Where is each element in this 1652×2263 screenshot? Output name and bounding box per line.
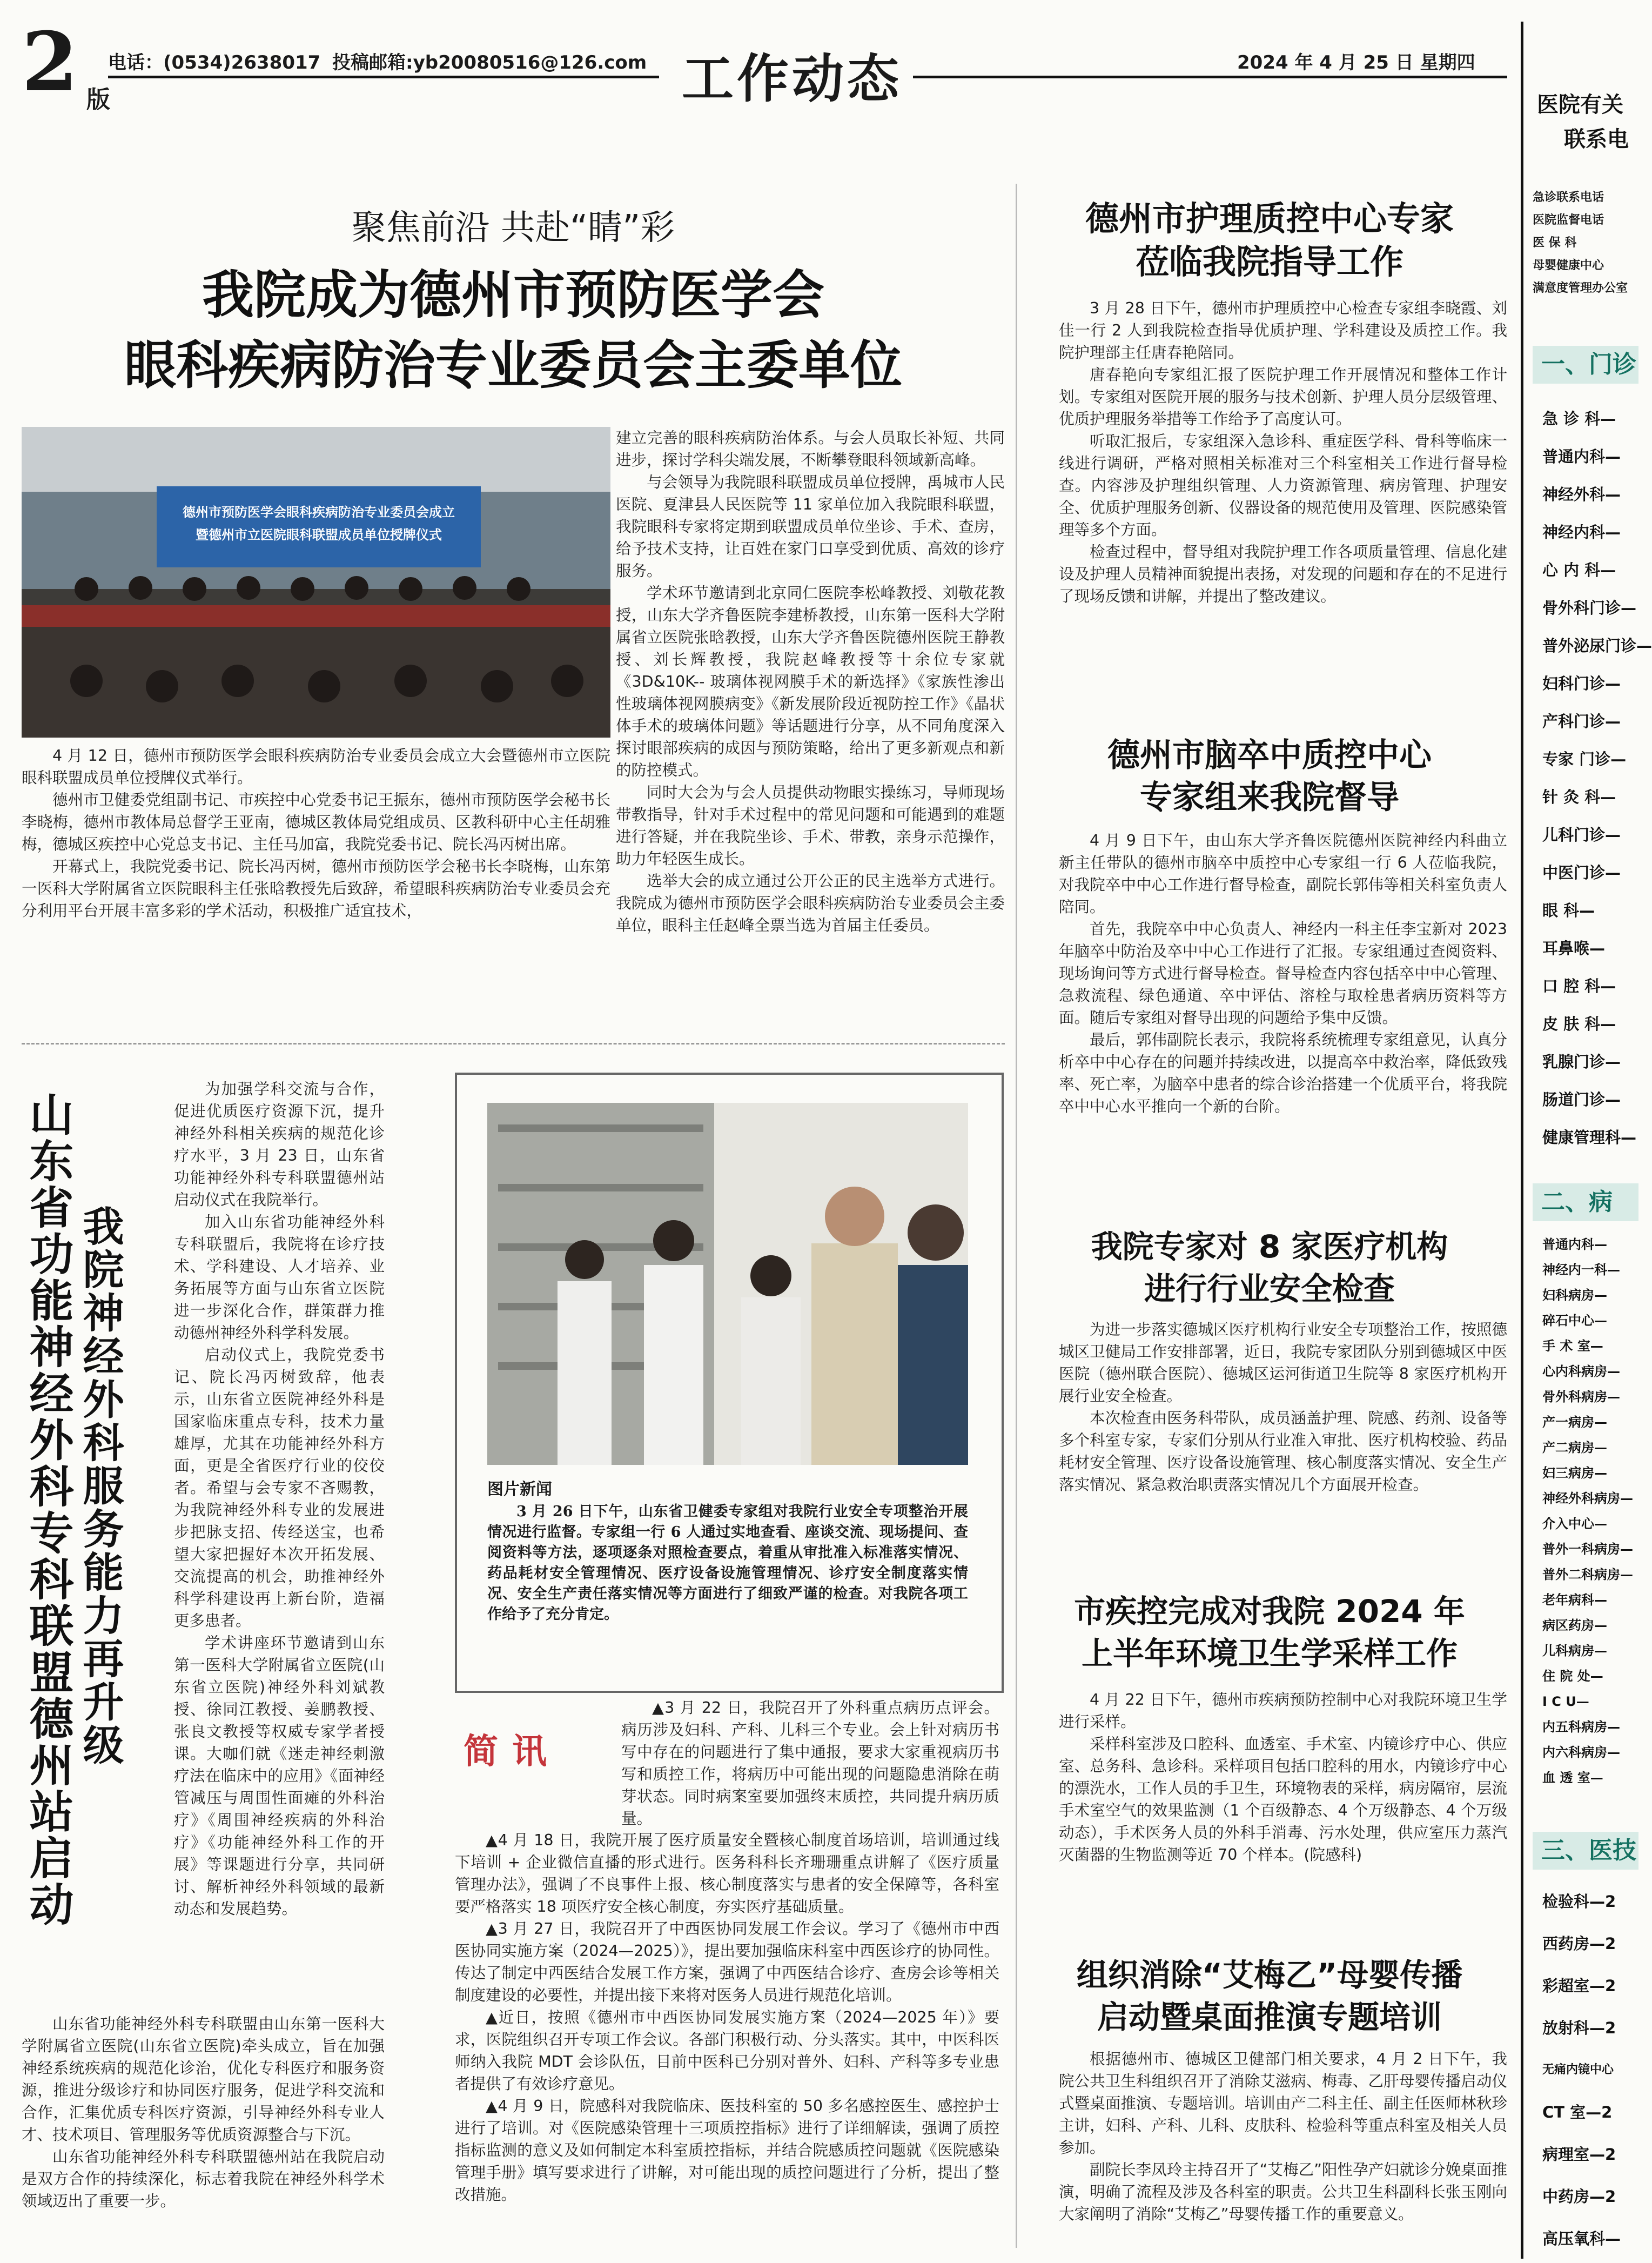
outpatient-item: 骨外科门诊— xyxy=(1542,599,1637,617)
ward-item: I C U— xyxy=(1542,1694,1589,1709)
outpatient-item: 妇科门诊— xyxy=(1542,674,1621,693)
lead-paragraph: 选举大会的成立通过公开公正的民主选举方式进行。我院成为德州市预防医学会眼科疾病防治专业委员会主委单位，眼科主任赵峰全票当选为首届主任委员。 xyxy=(616,872,1005,934)
ward-item: 手 术 室— xyxy=(1542,1338,1603,1354)
outpatient-item: 儿科门诊— xyxy=(1542,826,1621,844)
safety-paragraph: 本次检查由医务科带队，成员涵盖护理、院感、药剂、设备等多个科室专家，专家们分别从行业准入审批、医疗机构校验、药品耗材安全管理、医疗设备设施管理、核心制度落实情况、安全生产落实情况、紧急救治职责落实情况几个方面展开检查。 xyxy=(1059,1409,1507,1494)
ward-item: 普外一科病房— xyxy=(1542,1542,1633,1557)
stroke-paragraph: 最后，郭伟副院长表示，我院将系统梳理专家组意见，认真分析卒中中心存在的问题并持续改进，以提高卒中救治率，降低致残率、死亡率，为脑卒中患者的综合诊治搭建一个优质平台，将我院卒中中心水平推向一个新的台阶。 xyxy=(1059,1031,1507,1115)
contact-label: 医院监督电话 xyxy=(1533,213,1604,227)
lead-paragraph: 同时大会为与会人员提供动物眼实操练习，导师现场带教指导，针对手术过程中的常见问题和可能遇到的难题进行答疑，并在我院坐诊、手术、带教，亲身示范操作，助力年轻医生成长。 xyxy=(616,784,1005,868)
brief-item: ▲近日，按照《德州市中西医协同发展实施方案（2024—2025 年）》要求，医院组织召开专项工作会议。各部门积极行动、分头落实。其中，中医科医师纳入我院 MDT 会诊队伍，目前中医科已分别对普外、妇科、产科等多专业患者提供了有效诊疗意见。 xyxy=(455,2008,999,2093)
outpatient-list xyxy=(1542,400,1652,1156)
sidebar-title-line1: 医院有关 xyxy=(1537,92,1623,117)
tech-item: 放射科—2 xyxy=(1542,2019,1616,2037)
inspection-illustration xyxy=(487,1103,968,1465)
photo-news-caption: 3 月 26 日下午，山东省卫健委专家组对我院行业安全专项整治开展情况进行监督。专家组一行 6 人通过实地查看、座谈交流、现场提问、查阅资料等方法，逐项逐条对照检查要点，着重从审批准入标准落实情况、药品耗材安全管理情况、医疗设备设施管理情况、诊疗安全制度落实情况、安全生产责任落实情况等方面进行了细致严谨的检查。对我院各项工作给予了充分肯定。 xyxy=(487,1503,968,1623)
neuro-body-upper xyxy=(174,1078,385,1920)
neuro-paragraph: 加入山东省功能神经外科专科联盟后，我院将在诊疗技术、学科建设、人才培养、业务拓展等方面与山东省立医院进一步深化合作，群策群力推动德州神经外科学科发展。 xyxy=(174,1213,385,1342)
ward-item: 老年病科— xyxy=(1542,1592,1607,1608)
ward-item: 碎石中心— xyxy=(1542,1313,1607,1328)
issue-date: 2024 年 4 月 25 日 星期四 xyxy=(1237,52,1475,73)
ward-item: 血 透 室— xyxy=(1542,1770,1603,1785)
outpatient-item: 普通内科— xyxy=(1542,447,1621,466)
brief-item-first: ▲3 月 22 日，我院召开了外科重点病历点评会。病历涉及妇科、产科、儿科三个专业。会上针对病历书写中存在的问题进行了集中通报，要求大家重视病历书写和质控工作，将病历中可能出现的问题隐患消除在萌芽状态。同时病案室要加强终末质控，共同提升病历质量。 xyxy=(621,1699,999,1827)
safety-body xyxy=(1059,1318,1507,1496)
nursing-title-line1: 德州市护理质控中心专家 xyxy=(1085,199,1454,238)
lead-paragraph: 建立完善的眼科疾病防治体系。与会人员取长补短、共同进步，探讨学科尖端发展，不断攀登眼科领域新高峰。 xyxy=(616,429,1005,469)
outpatient-item: 肠道门诊— xyxy=(1542,1090,1621,1109)
neuro-paragraph: 启动仪式上，我院党委书记、院长冯丙树致辞，他表示，山东省立医院神经外科是国家临床重点专科，技术力量雄厚，尤其在功能神经外科方面，更是全省医疗行业的佼佼者。希望与会专家不吝赐教，为我院神经外科专业的发展进步把脉支招、传经送宝，也希望大家把握好本次开拓发展、交流提高的机会，助推神经外科学科建设再上新台阶，造福更多患者。 xyxy=(174,1346,385,1630)
banner-text-line1: 德州市预防医学会眼科疾病防治专业委员会成立 xyxy=(183,505,455,520)
ward-item: 内六科病房— xyxy=(1542,1745,1620,1760)
tech-item: 检验科—2 xyxy=(1542,1892,1616,1911)
hiv-title-line2: 启动暨桌面推演专题培训 xyxy=(1097,1999,1442,2036)
outpatient-item: 皮 肤 科— xyxy=(1542,1015,1616,1033)
outpatient-item: 心 内 科— xyxy=(1542,561,1616,579)
outpatient-item: 急 诊 科— xyxy=(1542,410,1616,428)
neuro-title-main: 山东省功能神经外科专科联盟德州站启动 xyxy=(22,1092,73,1928)
stroke-title-line2: 专家组来我院督导 xyxy=(1140,779,1399,816)
hiv-paragraph: 根据德州市、德城区卫健部门相关要求，4 月 2 日下午，我院公共卫生科组织召开了消除艾滋病、梅毒、乙肝母婴传播启动仪式暨桌面推演、专题培训。培训由产二科主任、副主任医师林秋珍主讲，妇科、产科、儿科、皮肤科、检验科等重点科室及相关人员参加。 xyxy=(1059,2050,1507,2157)
photo-news-image xyxy=(487,1103,968,1465)
column-rule xyxy=(1016,184,1017,2248)
lead-photo xyxy=(22,427,610,738)
safety-title-line2: 进行行业安全检查 xyxy=(1144,1270,1395,1307)
outpatient-item: 神经内科— xyxy=(1542,523,1621,541)
lead-paragraph: 4 月 12 日，德州市预防医学会眼科疾病防治专业委员会成立大会暨德州市立医院眼科联盟成员单位授牌仪式举行。 xyxy=(22,747,610,787)
sidebar-contacts xyxy=(1533,186,1628,300)
ward-item: 普外二科病房— xyxy=(1542,1567,1633,1582)
ward-item: 内五科病房— xyxy=(1542,1719,1620,1735)
lead-body-right xyxy=(616,427,1005,936)
tech-item: 彩超室—2 xyxy=(1542,1977,1616,1995)
photo-news-label: 图片新闻 xyxy=(487,1480,552,1499)
tech-item: 高压氧科— xyxy=(1542,2229,1621,2248)
neuro-paragraph: 山东省功能神经外科专科联盟德州站在我院启动是双方合作的持续深化，标志着我院在神经外科学术领域迈出了重要一步。 xyxy=(22,2148,385,2210)
nursing-paragraph: 检查过程中，督导组对我院护理工作各项质量管理、信息化建设及护理人员精神面貌提出表扬，对发现的问题和存在的不足进行了现场反馈和讲解，并提出了整改建议。 xyxy=(1059,543,1507,605)
tech-list xyxy=(1542,1880,1621,2260)
ward-item: 产二病房— xyxy=(1542,1440,1607,1455)
lead-paragraph: 德州市卫健委党组副书记、市疾控中心党委书记王振东，德州市预防医学会秘书长李晓梅，德州市教体局总督学王亚南，德城区教体局党组成员、区教科研中心主任胡雅梅，德城区疾控中心党总支书记、主任马加富，我院党委书记、院长冯丙树出席。 xyxy=(22,791,610,853)
sidebar-section-tech: 三、医技 xyxy=(1533,1832,1638,1870)
contact-label: 急诊联系电话 xyxy=(1533,191,1604,204)
tech-item: 无痛内镜中心 xyxy=(1542,2063,1614,2077)
page-number-suffix: 版 xyxy=(86,86,110,113)
ward-item: 神经外科病房— xyxy=(1542,1491,1633,1506)
ward-item: 妇三病房— xyxy=(1542,1465,1607,1481)
submission-email: 投稿邮箱:yb20080516@126.com xyxy=(332,52,647,73)
contact-label: 满意度管理办公室 xyxy=(1533,282,1628,295)
stroke-title-line1: 德州市脑卒中质控中心 xyxy=(1107,737,1432,774)
tech-item: 中药房—2 xyxy=(1542,2187,1616,2206)
outpatient-item: 产科门诊— xyxy=(1542,712,1621,731)
stroke-paragraph: 首先，我院卒中中心负责人、神经内一科主任李宝新对 2023 年脑卒中防治及卒中中心工作进行了汇报。专家组通过查阅资料、现场询问等方式进行督导检查。督导检查内容包括卒中中心管理、急救流程、绿色通道、卒中评估、溶栓与取栓患者病历资料等方面。随后专家组对督导出现的问题给予集中反馈。 xyxy=(1059,920,1507,1027)
ward-item: 骨外科病房— xyxy=(1542,1389,1620,1404)
hiv-paragraph: 副院长李凤玲主持召开了“艾梅乙”阳性孕产妇就诊分娩桌面推演，明确了流程及涉及各科室的职责。公共卫生科副科长张玉刚向大家阐明了消除“艾梅乙”母婴传播工作的重要意义。 xyxy=(1059,2161,1507,2223)
brief-item: ▲4 月 18 日，我院开展了医疗质量安全暨核心制度首场培训，培训通过线下培训 + 企业微信直播的形式进行。医务科科长齐珊珊重点讲解了《医疗质量管理办法》，强调了不良事件上报、核心制度落实与患者的安全保障等，各科室要严格落实 18 项医疗安全核心制度，夯实医疗基础质量。 xyxy=(455,1831,999,1916)
wards-list xyxy=(1542,1232,1633,1791)
lead-body-left xyxy=(22,745,610,922)
ward-item: 住 院 处— xyxy=(1542,1669,1603,1684)
outpatient-item: 专家 门诊— xyxy=(1542,750,1627,768)
ward-item: 普通内科— xyxy=(1542,1237,1607,1252)
nursing-body xyxy=(1059,297,1507,607)
outpatient-item: 乳腺门诊— xyxy=(1542,1053,1621,1071)
cdc-title-line1: 市疾控完成对我院 2024 年 xyxy=(1074,1593,1465,1630)
lead-headline-line1: 我院成为德州市预防医学会 xyxy=(202,265,824,325)
stroke-paragraph: 4 月 9 日下午，由山东大学齐鲁医院德州医院神经内科曲立新主任带队的德州市脑卒中质控中心专家组一行 6 人莅临我院，对我院卒中中心工作进行督导检查，副院长郭伟等相关科室负责人陪同。 xyxy=(1059,832,1507,916)
lead-paragraph: 与会领导为我院眼科联盟成员单位授牌，禹城市人民医院、夏津县人民医院等 11 家单位加入我院眼科联盟，我院眼科专家将定期到联盟成员单位坐诊、手术、查房，给予技术支持，让百姓在家门口享受到优质、高效的诊疗服务。 xyxy=(616,473,1005,580)
contact-sidebar xyxy=(1526,22,1652,2263)
outpatient-item: 眼 科— xyxy=(1542,901,1595,920)
ward-item: 妇科病房— xyxy=(1542,1288,1607,1303)
sidebar-divider xyxy=(1521,22,1523,2259)
ward-item: 心内科病房— xyxy=(1542,1364,1620,1379)
outpatient-item: 普外泌尿门诊— xyxy=(1542,637,1652,655)
phone-number: 电话：(0534)2638017 xyxy=(108,52,321,73)
neuro-paragraph: 为加强学科交流与合作，促进优质医疗资源下沉，提升神经外科相关疾病的规范化诊疗水平，3 月 23 日，山东省功能神经外科专科联盟德州站启动仪式在我院举行。 xyxy=(174,1080,385,1209)
outpatient-item: 中医门诊— xyxy=(1542,863,1621,882)
ward-item: 产一病房— xyxy=(1542,1415,1607,1430)
tech-item: CT 室—2 xyxy=(1542,2103,1613,2121)
nursing-title-line2: 莅临我院指导工作 xyxy=(1135,242,1403,282)
tech-item: 病理室—2 xyxy=(1542,2145,1616,2164)
neuro-paragraph: 山东省功能神经外科专科联盟由山东第一医科大学附属省立医院(山东省立医院)牵头成立，旨在加强神经系统疾病的规范化诊治，优化专科医疗和服务资源，推进分级诊疗和协同医疗服务，促进学科交流和合作，汇集优质专科医疗资源，引导神经外科专业人才、技术项目、管理服务等优质资源整合与下沉。 xyxy=(22,2015,385,2144)
hiv-title-line1: 组织消除“艾梅乙”母婴传播 xyxy=(1076,1957,1463,1993)
ward-item: 病区药房— xyxy=(1542,1618,1607,1633)
cdc-paragraph: 采样科室涉及口腔科、血透室、手术室、内镜诊疗中心、供应室、总务科、急诊科。采样项目包括口腔科的用水，内镜诊疗中心的漂洗水，工作人员的手卫生，环境物表的采样，病房隔帘，层流手术室空气的效果监测（1 个百级静态、4 个万级静态、4 个万级动态），手术医务人员的外科手消毒、污水处理，供应室压力蒸汽灭菌器的生物监测等近 70 个样本。(院感科) xyxy=(1059,1735,1507,1864)
outpatient-item: 健康管理科— xyxy=(1542,1128,1637,1147)
banner-text-line2: 暨德州市立医院眼科联盟成员单位授牌仪式 xyxy=(196,527,442,543)
page-number: 2 xyxy=(22,15,78,110)
safety-title-line1: 我院专家对 8 家医疗机构 xyxy=(1091,1228,1448,1265)
lead-kicker: 聚焦前沿 共赴“睛”彩 xyxy=(351,208,675,248)
cdc-body xyxy=(1059,1689,1507,1866)
nursing-paragraph: 听取汇报后，专家组深入急诊科、重症医学科、骨科等临床一线进行调研，严格对照相关标准对三个科室相关工作进行督导检查。内容涉及护理组织管理、人力资源管理、病房管理、护理安全、优质护理服务创新、仪器设备的规范使用及管理、医院感染管理等多个方面。 xyxy=(1059,432,1507,539)
sidebar-section-outpatient: 一、门诊 xyxy=(1533,346,1638,384)
lead-headline-line2: 眼科疾病防治专业委员会主委单位 xyxy=(124,335,902,396)
outpatient-item: 针 灸 科— xyxy=(1542,788,1616,806)
neuro-title-sub: 我院神经外科服务能力再升级 xyxy=(76,1205,124,1767)
ward-item: 神经内一科— xyxy=(1542,1262,1620,1277)
nursing-paragraph: 3 月 28 日下午，德州市护理质控中心检查专家组李晓霞、刘佳一行 2 人到我院检查指导优质护理、学科建设及质控工作。我院护理部主任唐春艳陪同。 xyxy=(1059,299,1507,361)
outpatient-item: 耳鼻喉— xyxy=(1542,939,1606,958)
outpatient-item: 口 腔 科— xyxy=(1542,977,1616,995)
briefs-body xyxy=(455,1829,999,2206)
outpatient-item: 神经外科— xyxy=(1542,485,1621,504)
sidebar-title-line2: 联系电 xyxy=(1564,127,1629,152)
tech-item: 西药房—2 xyxy=(1542,1934,1616,1953)
brief-item: ▲3 月 27 日，我院召开了中西医协同发展工作会议。学习了《德州市中西医协同实施方案（2024—2025）》，提出要加强临床科室中西医诊疗的协同性。传达了制定中西医结合发展工作方案，强调了中西医结合诊疗、查房会诊等相关制度建设的必要性，并提出接下来将对医务人员进行规范化培训。 xyxy=(455,1920,999,2004)
stroke-body xyxy=(1059,829,1507,1117)
masthead-rule-left xyxy=(108,76,659,78)
photo-news-box xyxy=(455,1073,1004,1693)
nursing-paragraph: 唐春艳向专家组汇报了医院护理工作开展情况和整体工作计划。专家组对医院开展的服务与技术创新、护理人员分层级管理、优质护理服务举措等工作给予了高度认可。 xyxy=(1059,366,1507,428)
ward-item: 儿科病房— xyxy=(1542,1643,1607,1658)
section-title: 工作动态 xyxy=(682,48,902,109)
cdc-paragraph: 4 月 22 日下午，德州市疾病预防控制中心对我院环境卫生学进行采样。 xyxy=(1059,1691,1507,1731)
lead-paragraph: 学术环节邀请到北京同仁医院李松峰教授、刘敬花教授，山东大学齐鲁医院李建桥教授，山东第一医科大学附属省立医院张晗教授，山东大学齐鲁医院德州医院王静教授、刘长辉教授，我院赵峰教授等十余位专家就《3D&10K-- 玻璃体视网膜手术的新选择》《家族性渗出性玻璃体视网膜病变》《新发展阶段近视防控工作》《晶状体手术的玻璃体问题》等话题进行分享，从不同角度深入探讨眼部疾病的成因与预防策略，给出了更多新观点和新的防控模式。 xyxy=(616,584,1005,779)
contact-label: 医 保 科 xyxy=(1533,236,1577,250)
hiv-body xyxy=(1059,2048,1507,2225)
contact-label: 母婴健康中心 xyxy=(1533,259,1604,272)
ward-item: 介入中心— xyxy=(1542,1516,1607,1531)
neuro-body-lower xyxy=(22,2013,385,2212)
sidebar-section-wards: 二、病 xyxy=(1533,1183,1638,1221)
cdc-title-line2: 上半年环境卫生学采样工作 xyxy=(1081,1635,1458,1672)
ceremony-illustration xyxy=(22,427,610,738)
brief-item: ▲4 月 9 日，院感科对我院临床、医技科室的 50 多名感控医生、感控护士进行了培训。对《医院感染管理十三项质控指标》进行了详细解读，强调了质控指标监测的意义及如何制定本科室质控指标，并结合院感质控问题就《医院感染管理手册》填写要求进行了讲解，对可能出现的质控问题进行了分析，提出了整改措施。 xyxy=(455,2097,999,2204)
safety-paragraph: 为进一步落实德城区医疗机构行业安全专项整治工作，按照德城区卫健局工作安排部署，近日，我院专家团队分别到德城区中医医院（德州联合医院）、德城区运河街道卫生院等 8 家医疗机构开展行业安全检查。 xyxy=(1059,1321,1507,1405)
section-divider xyxy=(22,1043,1005,1045)
briefs-title: 简讯 xyxy=(464,1731,561,1772)
masthead-rule-right xyxy=(913,76,1507,78)
lead-paragraph: 开幕式上，我院党委书记、院长冯丙树，德州市预防医学会秘书长李晓梅，山东第一医科大学附属省立医院眼科主任张晗教授先后致辞，希望眼科疾病防治专业委员会充分利用平台开展丰富多彩的学术活动，积极推广适宜技术， xyxy=(22,858,610,920)
neuro-paragraph: 学术讲座环节邀请到山东第一医科大学附属省立医院(山东省立医院)神经外科刘斌教授、徐同江教授、姜鹏教授、张良文教授等权威专家学者授课。大咖们就《迷走神经刺激疗法在临床中的应用》《面神经管减压与周围性面瘫的外科治疗》《周围神经疾病的外科治疗》《功能神经外科工作的开展》等课题进行分享，共同研讨、解析神经外科领域的最新动态和发展趋势。 xyxy=(174,1634,385,1918)
